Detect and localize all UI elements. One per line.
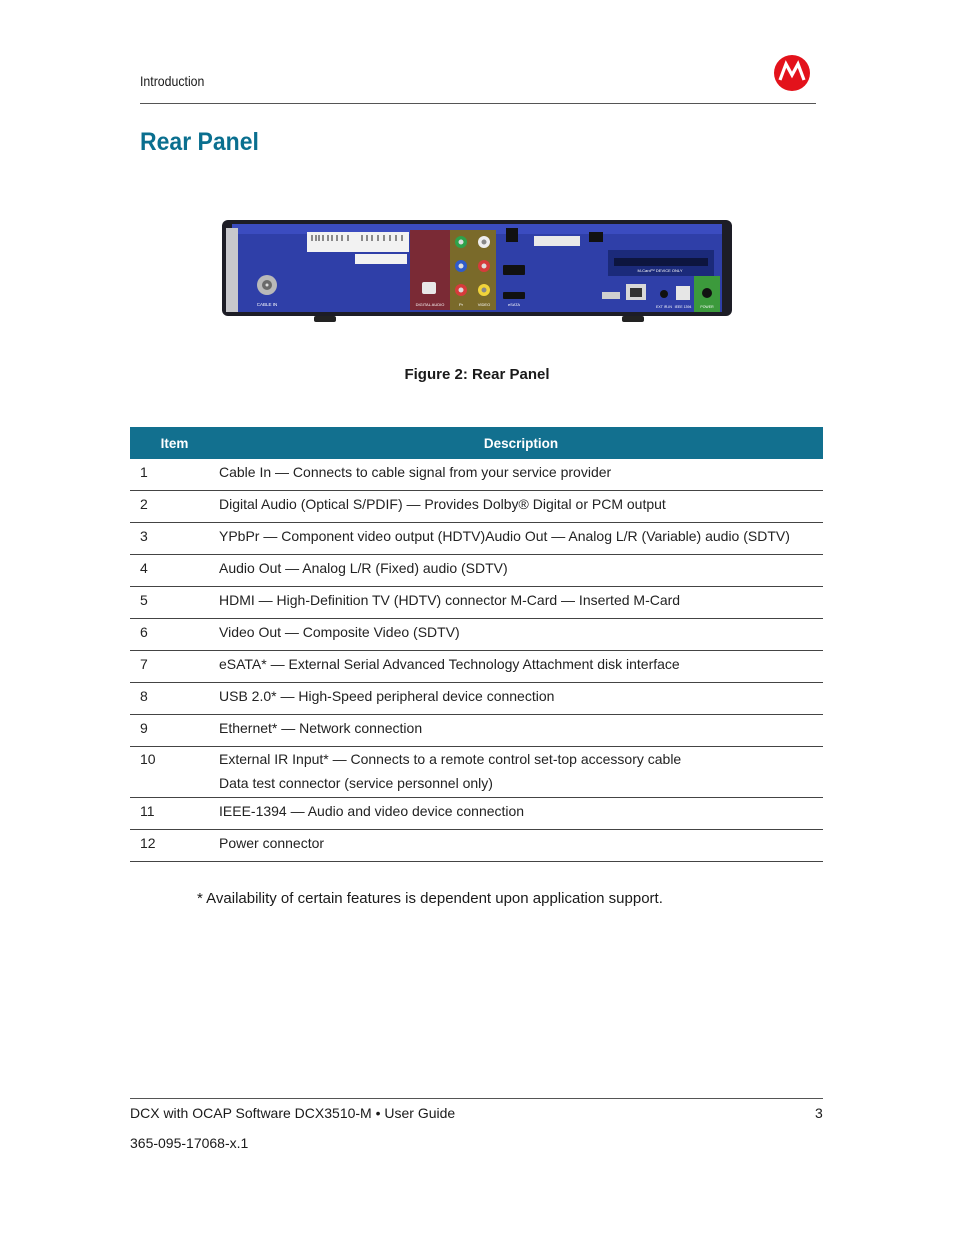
- table-header-row: [130, 427, 823, 459]
- table-row: [130, 587, 823, 619]
- table-row: [130, 830, 823, 862]
- item-description: Power connector: [219, 830, 823, 862]
- digital-audio-label: DIGITAL AUDIO: [415, 302, 445, 307]
- item-description-line: External IR Input* — Connects to a remote control set-top accessory cable: [219, 751, 682, 767]
- item-number: 3: [130, 523, 219, 555]
- item-description: HDMI — High-Definition TV (HDTV) connector M-Card — Inserted M-Card: [219, 587, 823, 619]
- table-row: [130, 651, 823, 683]
- item-number: 11: [130, 798, 219, 830]
- item-number: 10: [130, 747, 219, 798]
- ext-ir-label: EXT IR-IN: [656, 305, 672, 309]
- esata-label: eSATA: [507, 302, 521, 307]
- pr-label: Pr: [459, 302, 463, 307]
- item-number: 2: [130, 491, 219, 523]
- item-description: USB 2.0* — High-Speed peripheral device connection: [219, 683, 823, 715]
- header-rule: [140, 103, 816, 104]
- ieee-label: IEEE 1394: [674, 305, 692, 309]
- item-number: 7: [130, 651, 219, 683]
- item-number: 4: [130, 555, 219, 587]
- table-row: [130, 683, 823, 715]
- item-column-header: Item: [130, 427, 219, 459]
- item-description: Digital Audio (Optical S/PDIF) — Provides Dolby® Digital or PCM output: [219, 491, 823, 523]
- item-description: [219, 747, 823, 798]
- running-head: Introduction: [140, 73, 205, 89]
- item-description: Audio Out — Analog L/R (Fixed) audio (SDTV): [219, 555, 823, 587]
- rear-panel-table: [130, 427, 823, 862]
- item-number: 8: [130, 683, 219, 715]
- table-row: [130, 798, 823, 830]
- footnote: * Availability of certain features is dependent upon application support.: [197, 890, 663, 907]
- motorola-logo: [774, 55, 810, 91]
- item-description: Ethernet* — Network connection: [219, 715, 823, 747]
- footer-title: DCX with OCAP Software DCX3510-M • User Guide: [130, 1105, 456, 1121]
- figure-caption: Figure 2: Rear Panel: [404, 366, 550, 383]
- item-description: YPbPr — Component video output (HDTV)Audio Out — Analog L/R (Variable) audio (SDTV): [219, 523, 823, 555]
- footer-rule: [130, 1098, 823, 1099]
- table-row: [130, 523, 823, 555]
- mcard-label: M-Card™ DEVICE ONLY: [637, 268, 683, 273]
- item-number: 5: [130, 587, 219, 619]
- video-label: VIDEO: [477, 302, 491, 307]
- power-label: POWER: [700, 305, 714, 309]
- description-column-header: Description: [219, 427, 823, 459]
- table-row: [130, 715, 823, 747]
- item-number: 9: [130, 715, 219, 747]
- document-number: 365-095-17068-x.1: [130, 1135, 249, 1151]
- table-row: [130, 459, 823, 491]
- table-row: [130, 555, 823, 587]
- item-description: eSATA* — External Serial Advanced Technology Attachment disk interface: [219, 651, 823, 683]
- item-description-line: Data test connector (service personnel only): [219, 775, 493, 791]
- item-number: 1: [130, 459, 219, 491]
- rear-panel-image: [222, 220, 732, 326]
- item-description: Video Out — Composite Video (SDTV): [219, 619, 823, 651]
- cable-in-label: CABLE IN: [256, 302, 278, 307]
- page-title: Rear Panel: [140, 128, 259, 156]
- item-description: IEEE-1394 — Audio and video device connection: [219, 798, 823, 830]
- table-row: [130, 491, 823, 523]
- page-number: 3: [815, 1105, 823, 1121]
- table-row: [130, 747, 823, 798]
- item-number: 12: [130, 830, 219, 862]
- item-number: 6: [130, 619, 219, 651]
- item-description: Cable In — Connects to cable signal from your service provider: [219, 459, 823, 491]
- table-row: [130, 619, 823, 651]
